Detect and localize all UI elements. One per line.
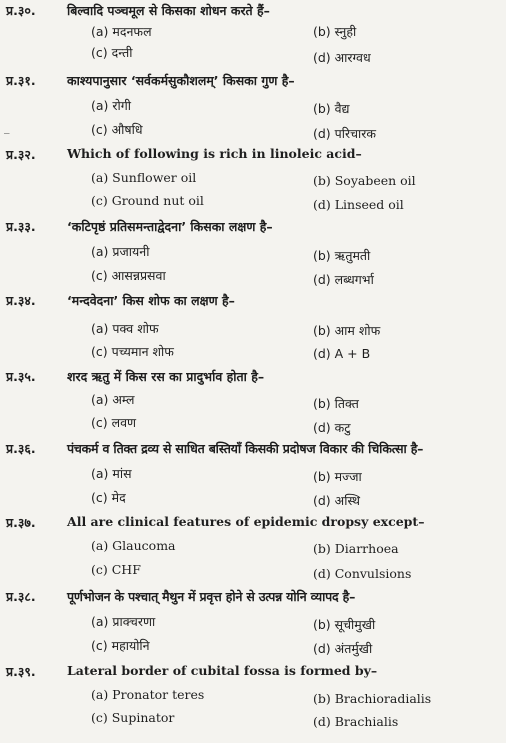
option-d: (d) Convulsions [313,566,412,581]
option-a: (a) अम्ल [91,392,135,407]
question-text: पंचकर्म व तिक्त द्रव्य से साधित बस्तियाँ किसकी प्रदोषज विकार की चिकित्सा है– [67,441,424,456]
option-a: (a) रोगी [91,98,132,113]
question-number: प्र.३५. [6,369,36,384]
option-a: (a) प्रजायनी [91,244,150,259]
question-number: प्र.३१. [6,73,36,88]
option-c: (c) पच्यमान शोफ [91,344,174,359]
question-text: बिल्वादि पञ्चमूल से किसका शोधन करते हैं– [67,3,270,18]
option-c: (c) Supinator [91,710,175,725]
option-d: (d) कटु [313,420,351,435]
question-text: Which of following is rich in linoleic acid– [67,146,362,161]
option-a: (a) Pronator teres [91,687,205,702]
option-c: (c) CHF [91,562,141,577]
question-number: प्र.३९. [6,664,36,679]
option-c: (c) लवण [91,415,137,430]
question-text: पूर्णभोजन के पश्चात् मैथुन में प्रवृत्त होने से उत्पन्न योनि व्यापद है– [67,589,356,604]
option-b: (b) वैद्य [313,101,350,116]
question-text: Lateral border of cubital fossa is formed by– [67,663,378,678]
question-number: प्र.३४. [6,293,36,308]
option-a: (a) मदनफल [91,24,152,39]
option-b: (b) तिक्त [313,396,359,411]
option-b: (b) सूचीमुखी [313,617,376,632]
option-c: (c) Ground nut oil [91,193,204,208]
option-b: (b) Diarrhoea [313,541,399,556]
option-c: (c) महायोनि [91,638,150,653]
margin-mark: ‾ [4,132,10,145]
option-d: (d) अस्थि [313,493,361,508]
option-d: (d) लब्धगर्भा [313,272,374,287]
option-a: (a) Glaucoma [91,538,176,553]
option-b: (b) Soyabeen oil [313,173,416,188]
option-a: (a) Sunflower oil [91,170,197,185]
question-text: ‘कटिपृष्ठं प्रतिसमन्ताद्वेदना’ किसका लक्षण है– [67,219,273,234]
option-d: (d) आरग्वध [313,50,371,65]
option-b: (b) आम शोफ [313,323,381,338]
option-b: (b) Brachioradialis [313,691,432,706]
question-number: प्र.३६. [6,441,36,456]
question-number: प्र.३७. [6,515,36,530]
question-text: शरद ऋतु में किस रस का प्रादुर्भाव होता है– [67,369,265,384]
option-d: (d) परिचारक [313,126,376,141]
question-number: प्र.३२. [6,147,36,162]
option-d: (d) Linseed oil [313,197,404,212]
option-a: (a) पक्व शोफ [91,321,159,336]
question-number: प्र.३३. [6,219,36,234]
option-d: (d) अंतर्मुखी [313,641,373,656]
option-b: (b) ऋतुमती [313,248,371,263]
question-text: All are clinical features of epidemic dropsy except– [67,514,425,529]
option-a: (a) मांस [91,466,132,481]
option-d: (d) Brachialis [313,714,399,729]
option-c: (c) मेद [91,490,126,505]
option-b: (b) स्नुही [313,24,357,39]
option-c: (c) दन्ती [91,45,133,60]
question-number: प्र.३०. [6,3,36,18]
question-number: प्र.३८. [6,589,36,604]
option-d: (d) A + B [313,346,371,361]
option-a: (a) प्राक्चरणा [91,614,156,629]
option-b: (b) मज्जा [313,469,362,484]
option-c: (c) औषधि [91,122,143,137]
option-c: (c) आसन्नप्रसवा [91,268,166,283]
question-text: ‘मन्दवेदना’ किस शोफ का लक्षण है– [67,293,235,308]
question-text: काश्यपानुसार ‘सर्वकर्मसुकौशलम्’ किसका गुण है– [67,73,295,88]
